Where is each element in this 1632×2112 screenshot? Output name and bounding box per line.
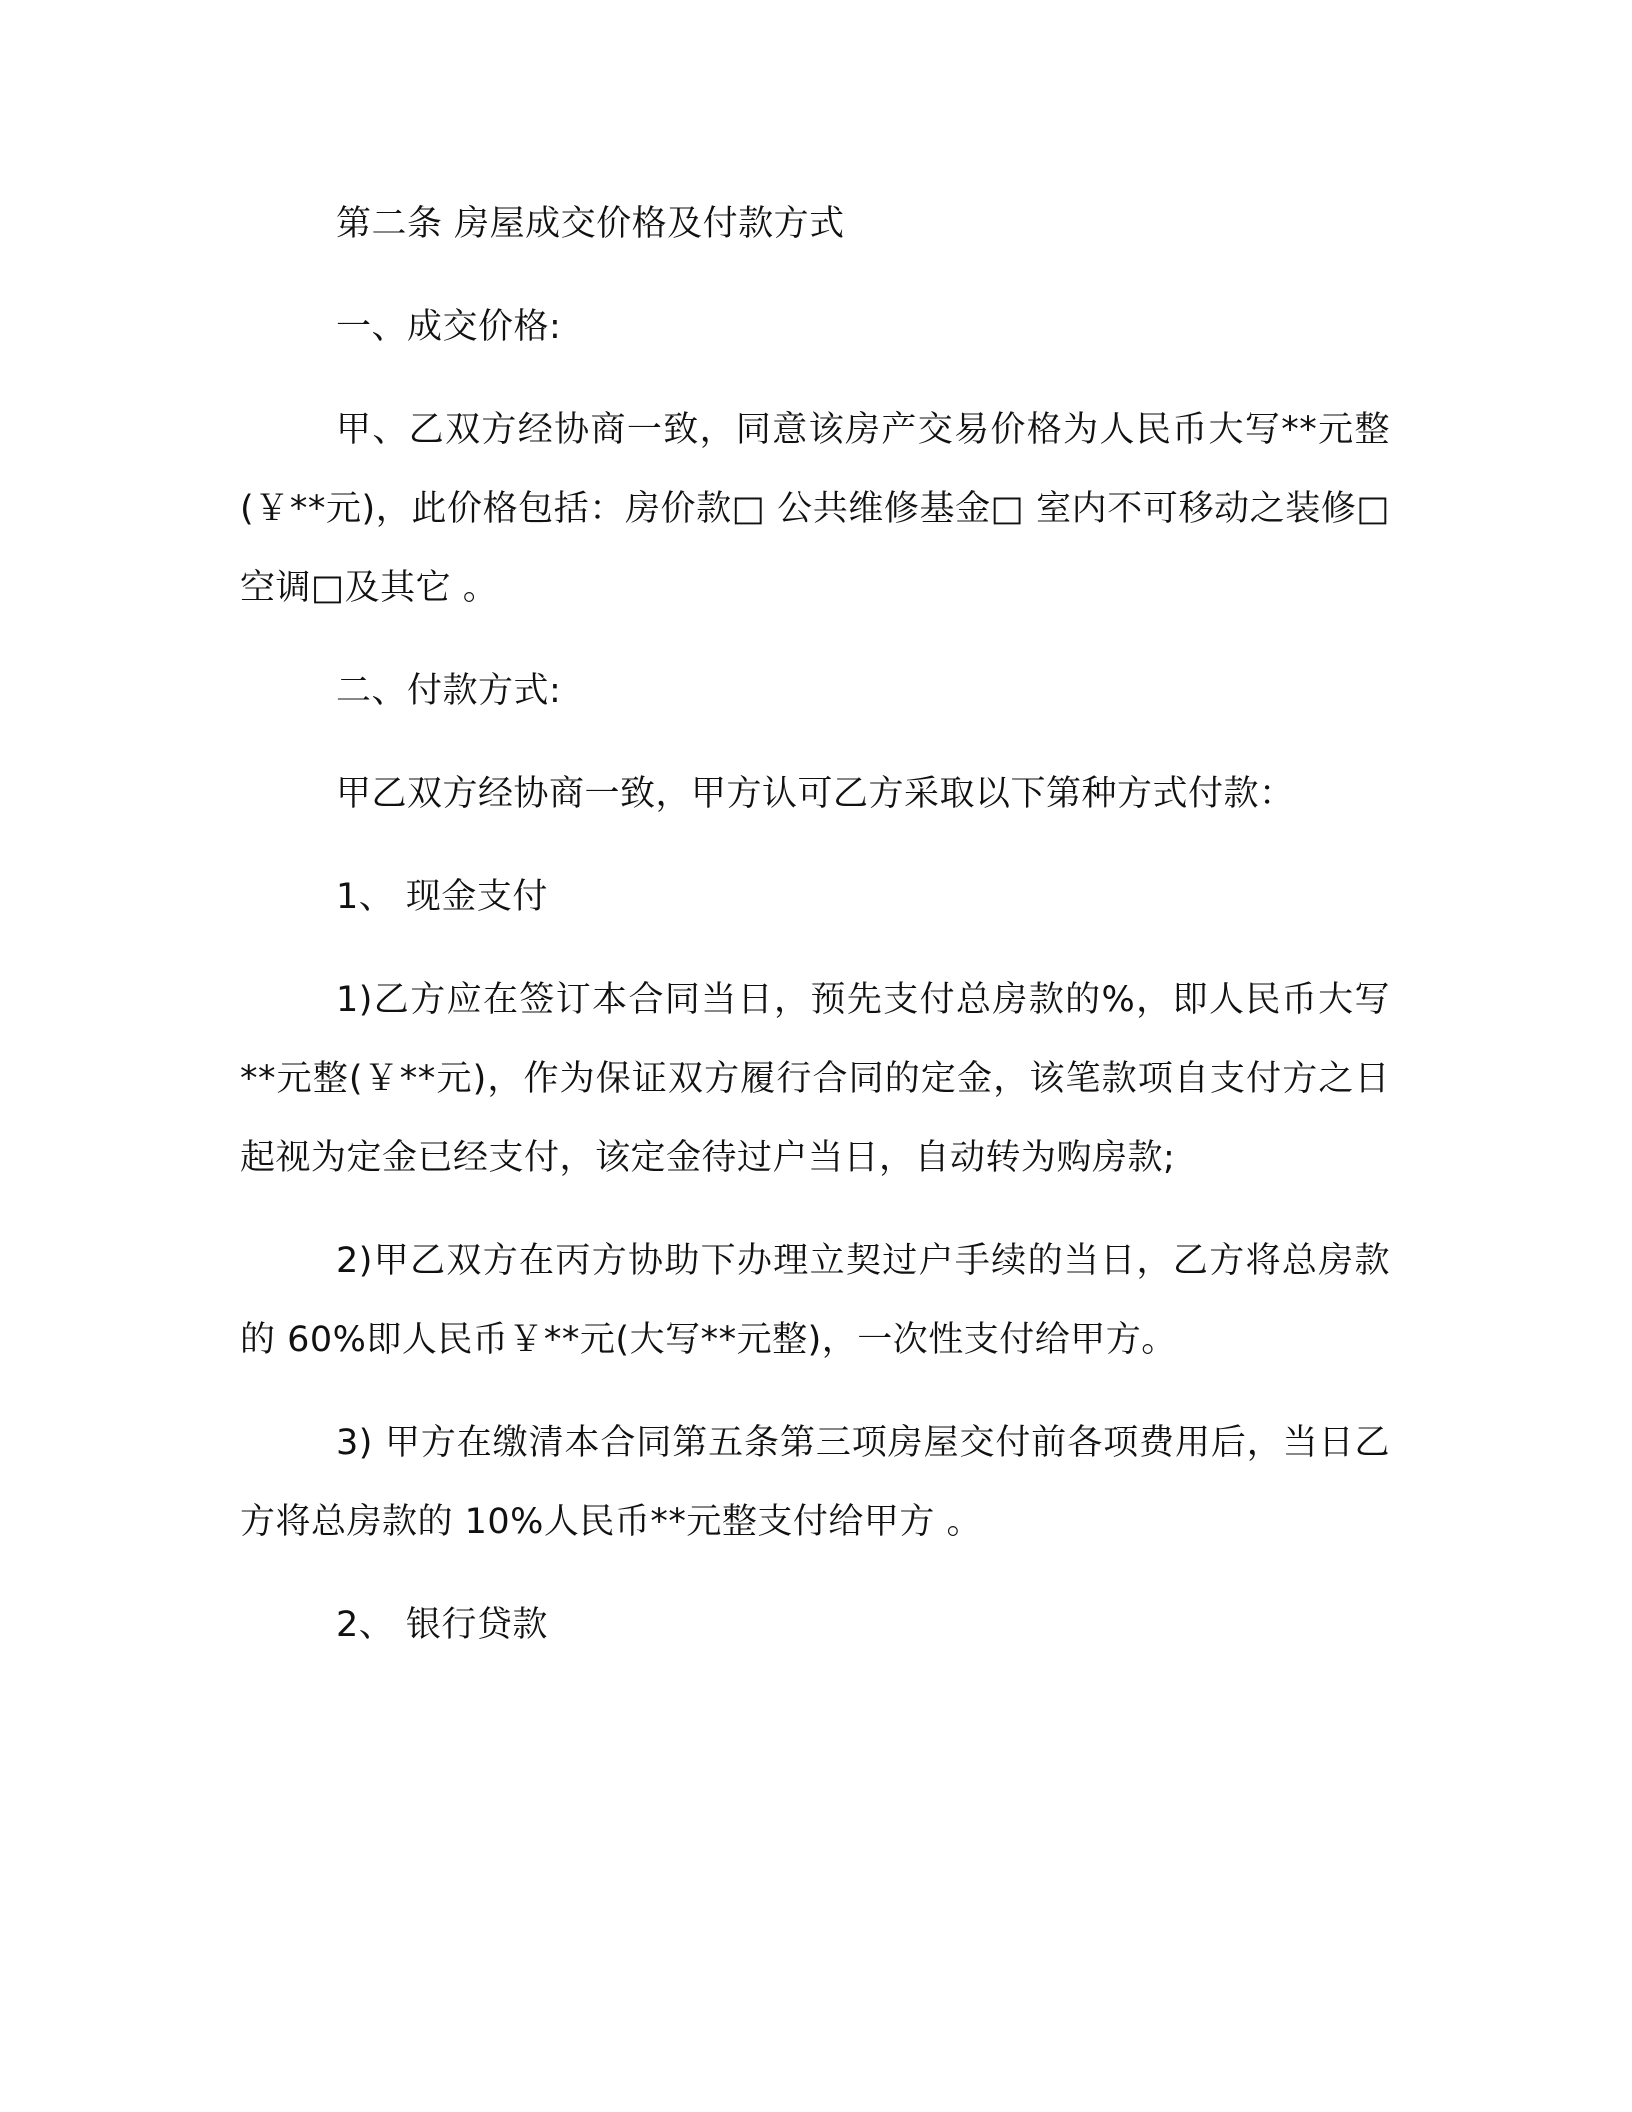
bank-loan-heading: 2、 银行贷款 [336,1605,548,1645]
cash-item-2: 2)甲乙双方在丙方协助下办理立契过户手续的当日，乙方将总房款的 60%即人民币￥**元(大写**元整)，一次性支付给甲方。 [240,1241,1390,1360]
document-body [240,185,1390,1665]
price-paragraph: 甲、乙双方经协商一致，同意该房产交易价格为人民币大写**元整(￥**元)，此价格包括：房价款□ 公共维修基金□ 室内不可移动之装修□ 空调□及其它 。 [240,410,1390,608]
cash-payment-heading: 1、 现金支付 [336,877,548,917]
article-heading: 第二条 房屋成交价格及付款方式 [336,204,845,244]
section-one-heading: 一、成交价格: [336,307,562,347]
cash-item-3: 3) 甲方在缴清本合同第五条第三项房屋交付前各项费用后，当日乙方将总房款的 10%人民币**元整支付给甲方 。 [240,1423,1390,1542]
payment-intro-paragraph: 甲乙双方经协商一致，甲方认可乙方采取以下第种方式付款： [336,774,1295,814]
cash-item-1: 1)乙方应在签订本合同当日，预先支付总房款的%，即人民币大写**元整(￥**元)，作为保证双方履行合同的定金，该笔款项自支付方之日起视为定金已经支付，该定金待过户当日，自动转为购房款; [240,980,1390,1178]
section-two-heading: 二、付款方式: [336,671,562,711]
